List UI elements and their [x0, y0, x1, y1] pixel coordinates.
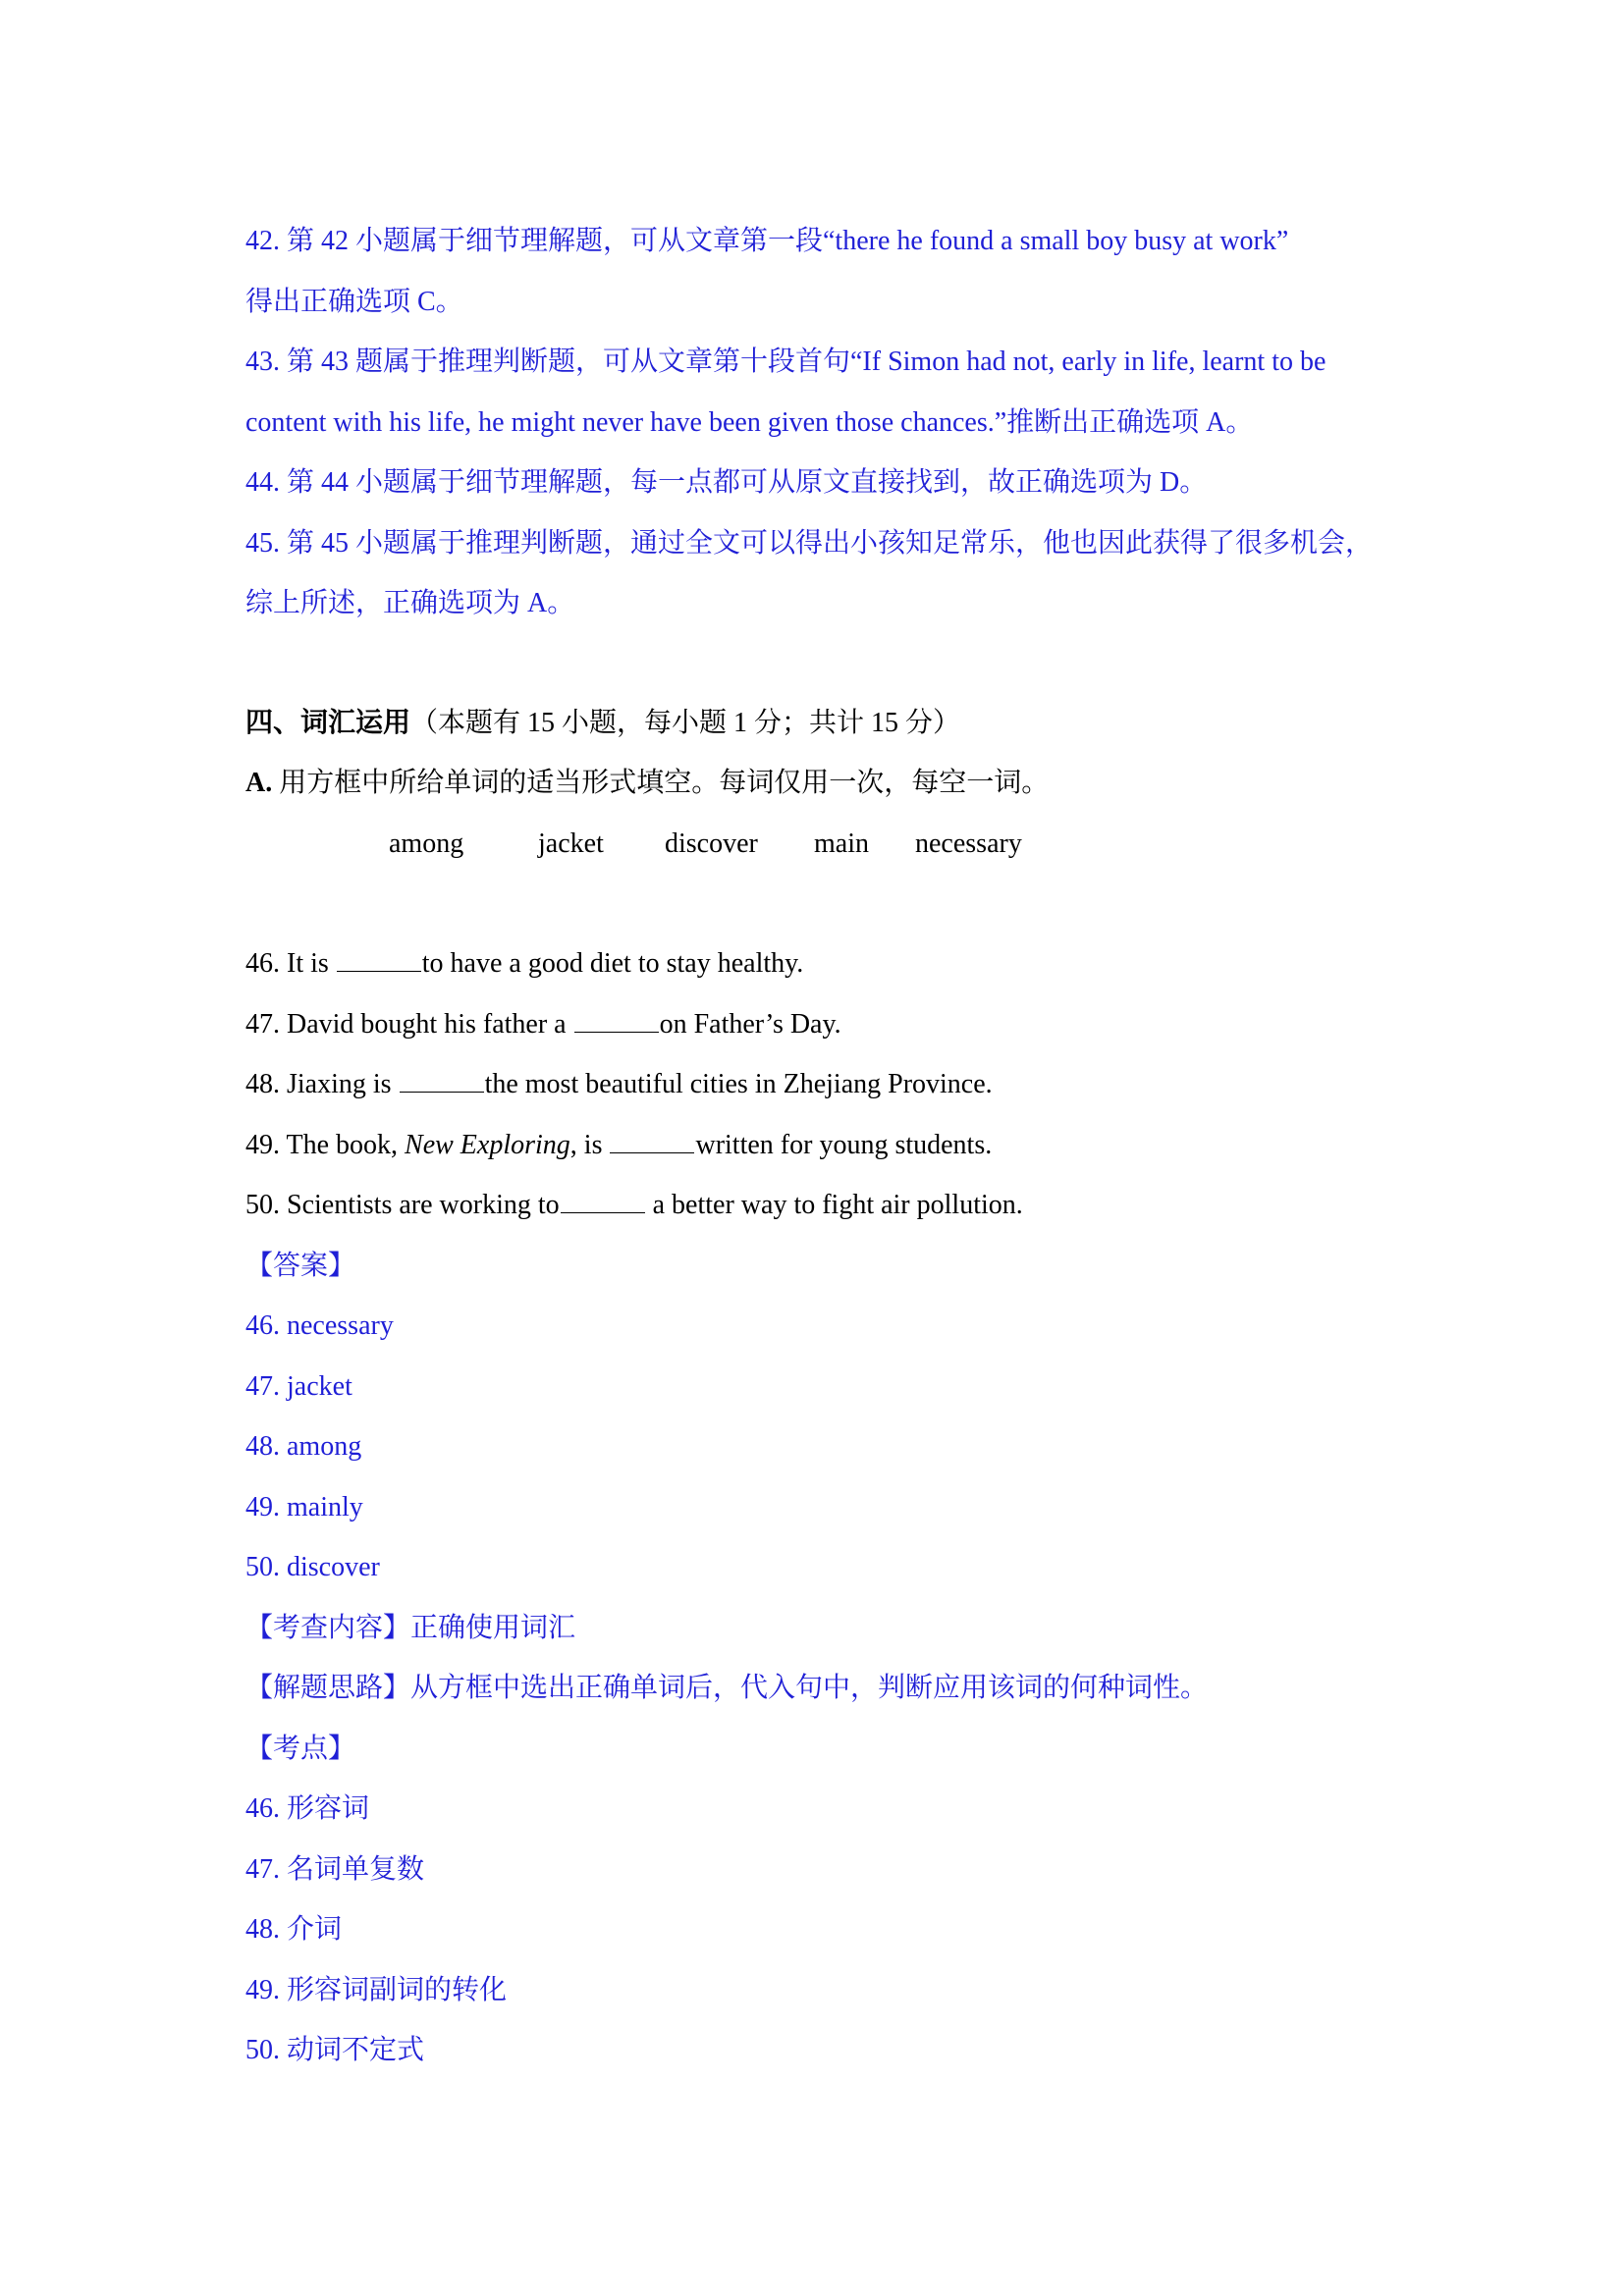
- question-text: on Father’s Day.: [659, 1008, 841, 1040]
- question-text: , is: [569, 1129, 610, 1160]
- document-page: [245, 211, 1404, 2081]
- answer-blank: [574, 1010, 659, 1033]
- analysis-line: 45. 第 45 小题属于推理判断题，通过全文可以得出小孩知足常乐，他也因此获得了很多机会，: [245, 527, 1374, 559]
- analysis-line: 42. 第 42 小题属于细节理解题，可从文章第一段“there he found a small boy busy at work”: [245, 226, 1289, 256]
- word-box-item: main: [814, 828, 869, 859]
- content-text: 正确使用词汇: [410, 1612, 576, 1643]
- answer-item: 48. among: [245, 1431, 362, 1462]
- answer-blank: [610, 1131, 694, 1153]
- point-item: 48. 介词: [245, 1914, 343, 1945]
- answer-item: 49. mainly: [245, 1491, 363, 1522]
- part-instruction-line: [245, 753, 1404, 814]
- section-heading: [245, 693, 1404, 754]
- question-text: to have a good diet to stay healthy.: [421, 948, 804, 979]
- question-text: the most beautiful cities in Zhejiang Province.: [484, 1069, 993, 1099]
- answer-blank: [400, 1070, 484, 1093]
- book-title: New Exploring: [405, 1129, 570, 1160]
- analysis-line: 得出正确选项 C。: [245, 286, 463, 317]
- approach-line: [245, 1658, 1404, 1719]
- question-text: 47. David bought his father a: [245, 1008, 573, 1040]
- points-header: 【考点】: [245, 1733, 356, 1764]
- spacer: [245, 634, 1404, 693]
- analysis-line: 43. 第 43 题属于推理判断题，可从文章第十段首句“If Simon had not, early in life, learnt to be: [245, 347, 1326, 377]
- question-text: 50. Scientists are working to: [245, 1190, 560, 1220]
- analysis-line: content with his life, he might never have been given those chances.”推断出正确选项 A。: [245, 406, 1254, 438]
- analysis-line: 综上所述，正确选项为 A。: [245, 588, 575, 618]
- question-text: written for young students.: [695, 1129, 993, 1160]
- answer-item: 50. discover: [245, 1552, 380, 1582]
- question-46: [245, 934, 1404, 994]
- approach-text: 从方框中选出正确单词后，代入句中，判断应用该词的何种词性。: [410, 1673, 1209, 1703]
- part-instruction: 用方框中所给单词的适当形式填空。每词仅用一次，每空一词。: [279, 768, 1050, 798]
- word-box-item: discover: [665, 828, 758, 859]
- answer-blank: [561, 1191, 645, 1213]
- point-item: 46. 形容词: [245, 1793, 370, 1824]
- word-box-item: among: [389, 828, 464, 859]
- answer-blank: [337, 949, 421, 972]
- content-line: [245, 1598, 1404, 1659]
- question-text: 48. Jiaxing is: [245, 1069, 399, 1099]
- content-label: 【考查内容】: [245, 1612, 411, 1643]
- part-label: A.: [245, 768, 273, 798]
- word-box: [245, 814, 1404, 875]
- point-item: 50. 动词不定式: [245, 2035, 425, 2065]
- spacer: [245, 874, 1404, 934]
- question-text: a better way to fight air pollution.: [645, 1190, 1023, 1220]
- analysis-line: 44. 第 44 小题属于细节理解题，每一点都可从原文直接找到，故正确选项为 D。: [245, 467, 1208, 498]
- question-47: [245, 994, 1404, 1055]
- answer-header: 【答案】: [245, 1250, 356, 1281]
- point-item: 49. 形容词副词的转化: [245, 1974, 508, 2005]
- section-title: 四、词汇运用: [245, 707, 411, 738]
- section-note: （本题有 15 小题，每小题 1 分；共计 15 分）: [410, 707, 961, 738]
- question-50: [245, 1175, 1404, 1236]
- word-box-item: necessary: [915, 828, 1022, 859]
- approach-label: 【解题思路】: [245, 1673, 411, 1703]
- question-text: 49. The book,: [245, 1129, 406, 1160]
- question-49: [245, 1115, 1404, 1176]
- word-box-item: jacket: [538, 828, 604, 859]
- answer-item: 47. jacket: [245, 1370, 352, 1402]
- question-text: 46. It is: [245, 948, 336, 979]
- answer-item: 46. necessary: [245, 1310, 394, 1341]
- question-48: [245, 1054, 1404, 1115]
- point-item: 47. 名词单复数: [245, 1853, 425, 1885]
